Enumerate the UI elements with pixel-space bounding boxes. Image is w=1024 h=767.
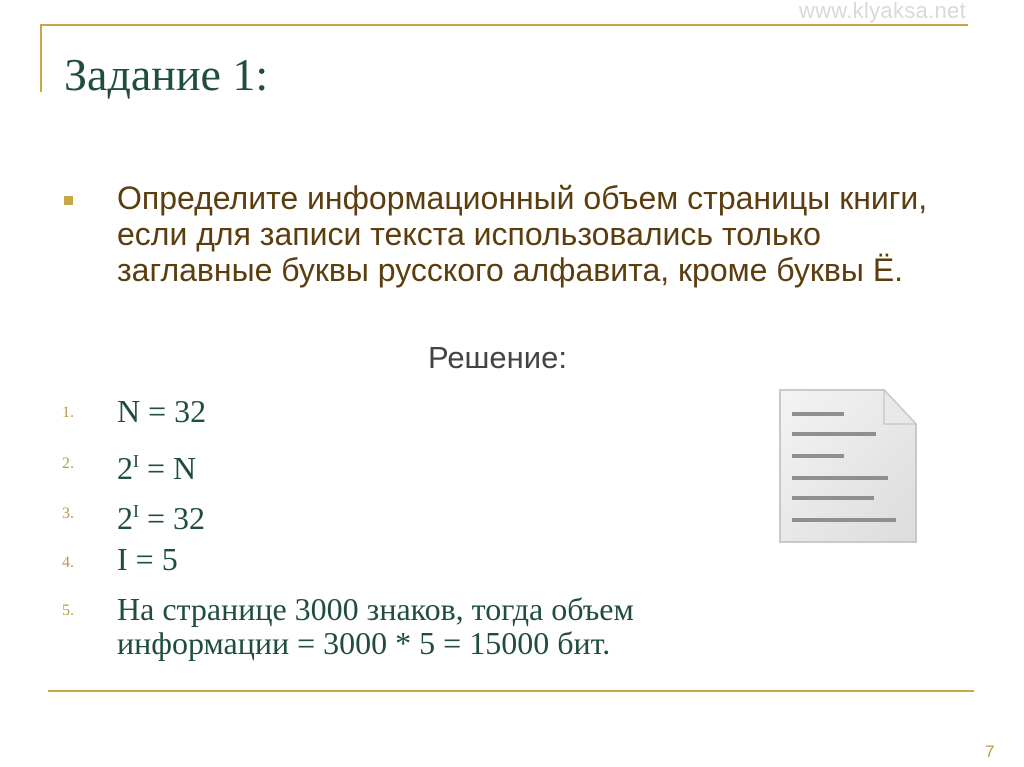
watermark: www.klyaksa.net xyxy=(798,0,966,23)
step-number: 1. xyxy=(62,404,74,421)
step-exponent: I xyxy=(133,451,139,471)
step-number: 2. xyxy=(62,455,74,472)
step-text-line2: информации = 3000 * 5 = 15000 бит. xyxy=(117,625,611,661)
step-rest: = N xyxy=(139,450,197,486)
step-number: 3. xyxy=(62,505,74,522)
document-icon xyxy=(778,388,918,544)
step-base: 2 xyxy=(117,500,133,536)
top-divider xyxy=(40,24,968,26)
solution-heading: Решение: xyxy=(428,340,567,375)
step-rest: = 32 xyxy=(139,500,206,536)
step-base: 2 xyxy=(117,450,133,486)
bottom-divider xyxy=(48,690,974,692)
step-text xyxy=(117,444,196,485)
left-divider xyxy=(40,24,42,92)
step-number: 4. xyxy=(62,554,74,571)
slide-title: Задание 1: xyxy=(64,49,269,100)
step-text xyxy=(117,494,205,535)
step-text: N = 32 xyxy=(117,393,207,429)
step-number: 5. xyxy=(62,602,74,619)
step-text: I = 5 xyxy=(117,541,178,577)
page-number: 7 xyxy=(985,742,995,761)
bullet-square-icon xyxy=(64,196,73,205)
step-text-line1: На странице 3000 знаков, тогда объем xyxy=(117,591,634,627)
task-question: Определите информационный объем страницы книги, если для записи текста использовались только заглавные буквы русского алфавита, кроме буквы Ё. xyxy=(117,180,928,288)
step-exponent: I xyxy=(133,501,139,521)
